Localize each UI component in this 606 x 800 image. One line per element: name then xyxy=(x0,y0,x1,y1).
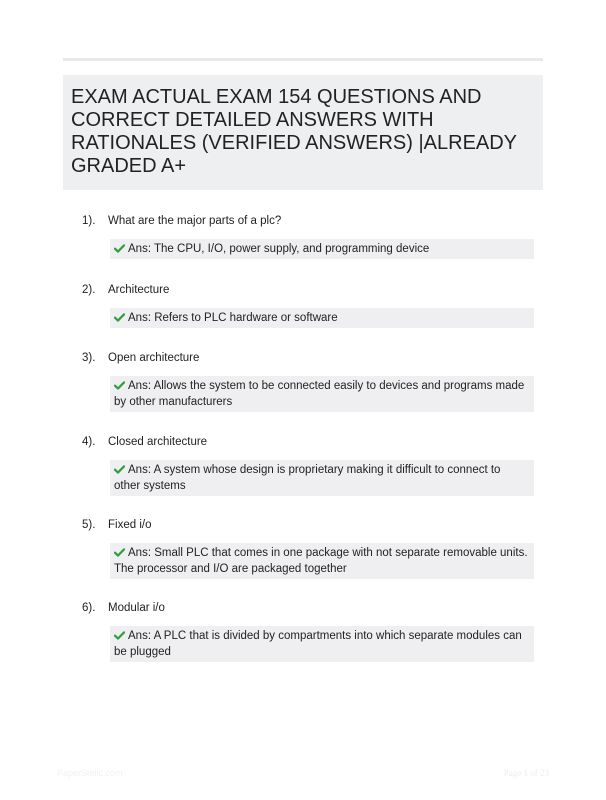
question-text: Closed architecture xyxy=(108,436,208,448)
answer-box xyxy=(110,239,534,259)
answer-text: Ans: A system whose design is proprietary making it difficult to connect to other systems xyxy=(114,464,501,492)
answer-box xyxy=(110,626,534,662)
answer-text: Ans: Refers to PLC hardware or software xyxy=(128,312,338,324)
answer-box xyxy=(110,460,534,496)
question-text: Open architecture xyxy=(108,352,200,364)
answer-box xyxy=(110,376,534,412)
question-text: Modular i/o xyxy=(108,602,165,614)
question-text: Architecture xyxy=(108,284,170,296)
check-icon xyxy=(114,313,125,322)
check-icon xyxy=(114,381,125,390)
answer-text: Ans: Small PLC that comes in one package with not separate removable units. The processor and I/O are packaged together xyxy=(114,547,528,575)
question-number: 3). xyxy=(82,352,96,364)
check-icon xyxy=(114,631,125,640)
question-number: 4). xyxy=(82,436,96,448)
question-number: 6). xyxy=(82,602,96,614)
question-number: 1). xyxy=(82,215,96,227)
check-icon xyxy=(114,465,125,474)
question-text: What are the major parts of a plc? xyxy=(108,215,282,227)
page-title: EXAM ACTUAL EXAM 154 QUESTIONS AND CORRECT DETAILED ANSWERS WITH RATIONALES (VERIFIED ANSWERS) |ALREADY GRADED A+ xyxy=(71,86,517,177)
answer-text: Ans: The CPU, I/O, power supply, and programming device xyxy=(128,243,430,255)
answer-box xyxy=(110,543,534,579)
page-number: Page 1 of 23 xyxy=(503,768,549,778)
top-divider xyxy=(63,58,543,61)
watermark-text: PaperStelic.com xyxy=(57,768,123,778)
answer-text: Ans: Allows the system to be connected easily to devices and programs made by other manufacturers xyxy=(114,380,525,408)
title-banner xyxy=(63,75,543,190)
question-text: Fixed i/o xyxy=(108,519,152,531)
answer-text: Ans: A PLC that is divided by compartments into which separate modules can be plugged xyxy=(114,630,522,658)
check-icon xyxy=(114,548,125,557)
check-icon xyxy=(114,244,125,253)
question-number: 2). xyxy=(82,284,96,296)
question-number: 5). xyxy=(82,519,96,531)
answer-box xyxy=(110,308,534,328)
